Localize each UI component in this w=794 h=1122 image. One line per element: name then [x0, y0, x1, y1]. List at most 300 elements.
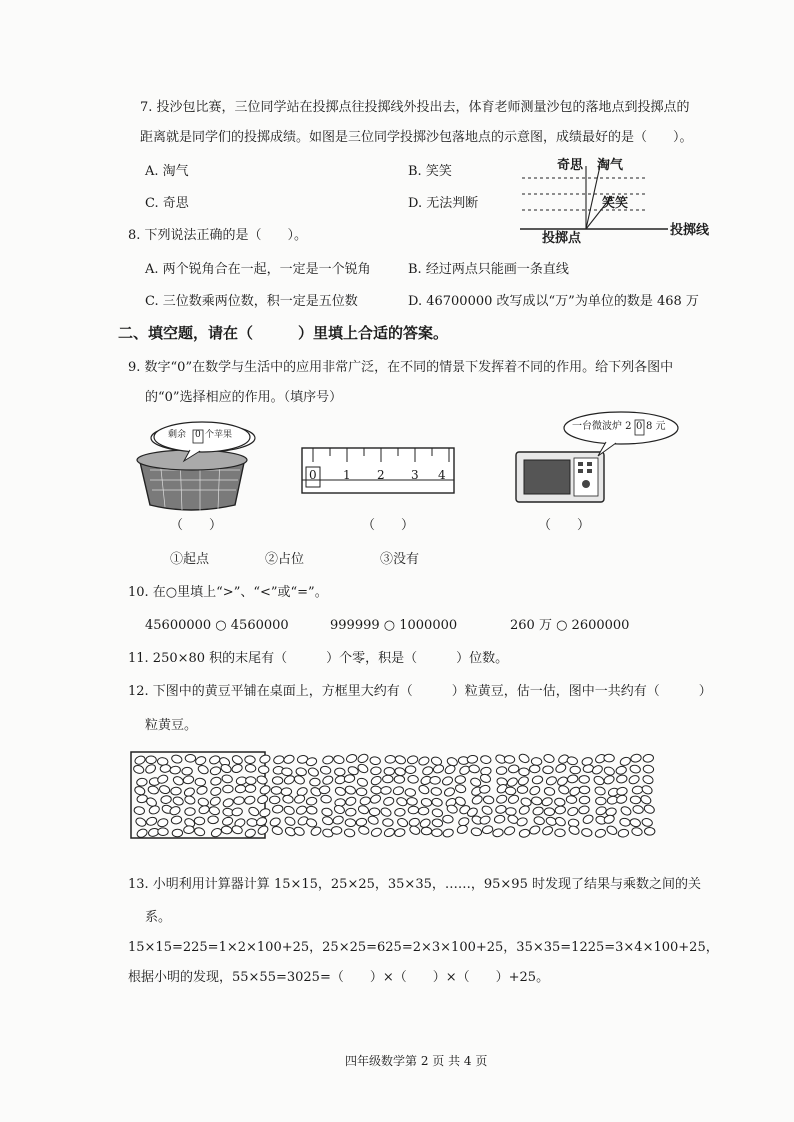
soybean [259, 784, 272, 796]
soybean [630, 796, 641, 804]
soybean [231, 807, 243, 817]
soybean [195, 778, 206, 787]
soybean [370, 827, 383, 838]
soybean [245, 756, 256, 764]
soybean [643, 804, 656, 815]
soybean [293, 774, 306, 785]
soybean [231, 763, 243, 774]
soybean [221, 816, 233, 827]
soybean [146, 816, 158, 826]
soybean [210, 827, 223, 838]
soybean [369, 756, 380, 765]
soybean [616, 787, 628, 797]
soybean [506, 807, 517, 815]
soybean [558, 784, 571, 795]
soybean [471, 794, 484, 805]
q7-option-d: D. 无法判断 [408, 196, 479, 211]
soybean [615, 765, 627, 775]
soybean [319, 785, 330, 794]
soybean [640, 794, 653, 805]
soybean [193, 826, 205, 837]
soybean [529, 824, 542, 835]
soybean [321, 775, 334, 786]
soybean [644, 827, 655, 835]
bubble1-suffix: 个苹果 [205, 430, 233, 440]
soybean [616, 794, 628, 805]
soybean [293, 826, 306, 837]
q10-item-2[interactable]: 999999 ○ 1000000 [330, 618, 458, 633]
q9-blank-2[interactable]: （ ） [362, 518, 415, 533]
bubble3-prefix: 一台微波炉 2 [572, 421, 632, 432]
q7-label-xiaoxiao: 笑笑 [602, 196, 629, 211]
soybean [408, 806, 419, 814]
soybean [231, 754, 244, 765]
ruler-tick-3: 3 [411, 468, 419, 482]
q7-label-taoqi: 淘气 [597, 158, 624, 173]
soybean [356, 777, 368, 788]
soybean [496, 794, 508, 804]
soybean [197, 764, 210, 775]
soybean [507, 794, 520, 805]
soybean [531, 796, 543, 805]
soybean [134, 755, 147, 766]
soybean [306, 806, 317, 815]
soybean [273, 755, 285, 765]
soybean [405, 766, 416, 774]
soybean [579, 776, 589, 784]
soybean [369, 794, 382, 805]
soybean [506, 776, 519, 788]
soybean [332, 815, 344, 825]
soybean [528, 785, 541, 797]
q8-option-b: B. 经过两点只能画一条直线 [408, 262, 569, 277]
soybean [283, 774, 296, 785]
soybean [594, 828, 606, 838]
soybean [505, 786, 516, 795]
soybean [643, 765, 654, 774]
soybean [541, 825, 554, 836]
soybean [170, 766, 181, 774]
soybean [541, 796, 553, 807]
soybean [196, 785, 208, 795]
soybean [171, 754, 183, 764]
soybean [334, 786, 346, 797]
q9-blank-1[interactable]: （ ） [170, 518, 223, 533]
soybean [370, 775, 383, 786]
q13-stem-line3: 15×15=225=1×2×100+25，25×25=625=2×3×100+25，35×35=1225=3×4×100+25， [128, 940, 719, 955]
soybean [591, 764, 604, 776]
soybean [631, 827, 643, 837]
soybean [369, 808, 380, 816]
page-footer: 四年级数学第 2 页 共 4 页 [345, 1054, 488, 1068]
soybean [346, 753, 358, 763]
q7-label-throw-line: 投掷线 [670, 223, 710, 238]
q7-option-a: A. 淘气 [145, 164, 189, 179]
soybean [582, 814, 595, 826]
soybean [545, 775, 557, 786]
soybean [630, 753, 642, 763]
soybean [295, 767, 307, 776]
soybean [494, 815, 506, 824]
soybean [223, 785, 234, 793]
soybean [259, 807, 271, 818]
bubble1-prefix: 剩余 [168, 430, 187, 440]
soybean [158, 828, 169, 836]
soybean [258, 766, 269, 774]
q9-choice-3: ③没有 [380, 552, 420, 567]
soybean [385, 755, 396, 763]
soybean [641, 784, 654, 795]
soybean [394, 776, 405, 784]
soybean [503, 825, 515, 836]
soybean [396, 817, 409, 828]
soybean [467, 755, 478, 764]
q13-stem-line4: 根据小明的发现，55×55=3025=（ ）×（ ）×（ ）+25。 [128, 970, 550, 985]
soybean [159, 784, 171, 794]
soybean-field-illustration [130, 748, 660, 840]
soybean [581, 828, 593, 838]
soybean [578, 805, 590, 815]
soybean [554, 816, 567, 828]
q9-blank-3[interactable]: （ ） [538, 518, 591, 533]
soybean [533, 816, 545, 826]
soybean [532, 806, 544, 816]
q7-label-throw-point: 投掷点 [542, 231, 582, 246]
soybean [321, 807, 333, 817]
soybean [394, 767, 406, 777]
soybean [171, 787, 182, 795]
ruler-tick-1: 1 [343, 468, 351, 482]
soybean [443, 786, 456, 797]
soybean [543, 753, 555, 763]
soybean [568, 825, 581, 836]
soybean [370, 786, 381, 795]
soybean [532, 775, 544, 785]
q7-option-c: C. 奇思 [145, 196, 189, 211]
microwave-speech-bubble [0, 0, 794, 460]
soybean [244, 795, 256, 805]
soybean [380, 786, 391, 795]
q8-option-c: C. 三位数乘两位数，积一定是五位数 [145, 294, 358, 309]
q11-text: 11. 250×80 积的末尾有（ ）个零，积是（ ）位数。 [128, 651, 509, 666]
q9-choice-2: ②占位 [265, 552, 305, 567]
soybean [383, 827, 395, 838]
soybean [133, 764, 145, 774]
soybean [272, 777, 283, 785]
soybean [480, 755, 492, 764]
soybean [282, 794, 294, 803]
soybean [269, 796, 280, 804]
soybean [359, 796, 371, 806]
soybean [295, 805, 307, 816]
soybean [567, 806, 579, 817]
soybean [579, 786, 589, 794]
soybean [479, 785, 491, 795]
soybean [421, 765, 433, 776]
soybean [208, 805, 220, 815]
soybean [593, 775, 606, 786]
soybean [606, 824, 619, 836]
soybean [256, 775, 268, 786]
soybean [331, 827, 342, 835]
soybean [135, 816, 148, 827]
soybean [194, 817, 205, 825]
soybean [479, 773, 491, 784]
soybean [344, 785, 356, 795]
soybean [519, 768, 530, 776]
soybean [271, 786, 282, 794]
soybean [405, 788, 416, 797]
bubble1-digit: 0 [195, 430, 201, 440]
soybean [306, 797, 318, 806]
soybean [245, 764, 256, 773]
soybean [160, 795, 171, 804]
soybean [333, 755, 345, 765]
soybean [221, 826, 232, 835]
soybean [367, 815, 379, 826]
bubble3-digit: 0 [636, 421, 643, 432]
soybean [210, 776, 222, 786]
soybean [172, 775, 185, 787]
q7-stem-line1: 7. 投沙包比赛，三位同学站在投掷点往投掷线外投出去，体育老师测量沙包的落地点到投掷点的 [140, 100, 690, 115]
soybean [604, 754, 615, 762]
soybean [184, 795, 196, 806]
q8-option-a: A. 两个锐角合在一起，一定是一个锐角 [145, 262, 371, 277]
soybean [517, 775, 530, 786]
soybean [157, 818, 169, 828]
soybean [441, 775, 454, 786]
soybean [384, 768, 394, 776]
section2-title: 二、填空题，请在（ ）里填上合适的答案。 [118, 324, 449, 342]
soybean [394, 828, 406, 838]
soybean [594, 786, 606, 796]
soybean [255, 816, 267, 827]
soybean [345, 796, 357, 807]
soybean [430, 776, 441, 784]
soybean [382, 818, 393, 826]
soybean [356, 788, 367, 796]
soybean [629, 818, 641, 828]
soybean [455, 784, 467, 794]
soybean [618, 829, 630, 838]
soybean [281, 788, 292, 796]
soybean [595, 806, 607, 817]
soybean [641, 817, 653, 827]
soybean [555, 806, 566, 815]
soybean [566, 756, 578, 766]
soybean [345, 808, 356, 816]
soybean [383, 775, 394, 783]
soybean [554, 763, 567, 774]
soybean [134, 806, 145, 815]
soybean [481, 804, 494, 815]
soybean [407, 797, 418, 805]
soybean [579, 796, 590, 804]
soybean [471, 827, 483, 837]
soybean [432, 829, 442, 837]
q7-stem-line2: 距离就是同学们的投掷成绩。如图是三位同学投掷沙包落地点的示意图，成绩最好的是（ ）。 [140, 130, 693, 145]
soybean [210, 786, 222, 796]
q10-stem: 10. 在○里填上“>”、“<”或“=”。 [128, 585, 328, 600]
soybean [182, 767, 193, 775]
soybean [570, 766, 581, 774]
soybean [222, 797, 235, 808]
ruler-tick-0: 0 [309, 468, 317, 482]
soybean [431, 808, 443, 818]
soybean [370, 766, 381, 775]
soybean [185, 755, 195, 763]
soybean [504, 755, 515, 763]
q9-stem-line2: 的“0”选择相应的作用。（填序号） [145, 390, 343, 405]
soybean [257, 824, 270, 836]
soybean [619, 817, 631, 827]
soybean [259, 754, 271, 765]
soybean [632, 805, 644, 815]
soybean [147, 785, 159, 795]
soybean [496, 766, 507, 775]
q8-stem: 8. 下列说法正确的是（ ）。 [128, 228, 308, 243]
soybean [418, 784, 431, 795]
soybean [408, 825, 421, 836]
soybean [468, 764, 479, 773]
soybean [310, 778, 321, 786]
soybean [245, 785, 256, 793]
soybean [281, 767, 293, 776]
soybean [544, 787, 556, 797]
soybean [554, 797, 566, 806]
q9-stem-line1: 9. 数字“0”在数学与生活中的应用非常广泛，在不同的情景下发挥着不同的作用。给下列各图中 [128, 360, 674, 375]
soybean [642, 774, 654, 785]
soybean [171, 815, 183, 824]
soybean [421, 798, 433, 808]
soybean [235, 785, 246, 794]
soybean [245, 776, 256, 784]
soybean [146, 756, 156, 764]
q7-option-b: B. 笑笑 [408, 164, 452, 179]
soybean [567, 774, 579, 783]
soybean [271, 825, 283, 835]
soybean [209, 795, 222, 806]
soybean [455, 775, 466, 783]
q10-item-3[interactable]: 260 万 ○ 2600000 [510, 618, 630, 633]
soybean [543, 766, 554, 774]
ruler-tick-2: 2 [377, 468, 385, 482]
q8-option-d: D. 46700000 改写成以“万”为单位的数是 468 万 [408, 294, 699, 309]
ruler-tick-4: 4 [438, 468, 446, 482]
soybean [320, 765, 332, 775]
soybean [172, 796, 184, 807]
soybean [517, 786, 528, 794]
soybean [272, 805, 283, 814]
soybean [483, 795, 495, 804]
soybean [394, 808, 405, 816]
soybean [183, 775, 195, 784]
soybean [408, 775, 419, 783]
soybean [396, 796, 408, 807]
soybean [247, 806, 260, 818]
soybean [628, 774, 641, 785]
soybean [322, 755, 334, 765]
soybean [256, 794, 268, 805]
soybean [221, 774, 233, 784]
soybean [283, 754, 295, 765]
soybean [596, 797, 607, 805]
soybean [508, 764, 519, 773]
soybean [518, 753, 531, 765]
soybean [208, 816, 219, 824]
soybean [620, 805, 633, 817]
soybean [321, 795, 332, 804]
soybean [198, 804, 210, 815]
soybean [531, 757, 542, 765]
soybean [344, 828, 356, 838]
soybean [183, 825, 194, 833]
soybean [529, 765, 540, 773]
soybean [555, 829, 566, 837]
soybean [431, 797, 443, 807]
soybean [194, 755, 206, 766]
soybean [358, 825, 370, 835]
q12-stem-line1: 12. 下图中的黄豆平铺在桌面上，方框里大约有（ ）粒黄豆，估一估，图中一共约有（ ） [128, 684, 712, 699]
soybean [209, 755, 221, 766]
soybean [283, 805, 295, 816]
soybean [632, 786, 643, 795]
soybean [603, 766, 615, 777]
soybean [442, 828, 454, 838]
soybean [431, 787, 442, 796]
soybean [421, 827, 432, 835]
soybean [322, 816, 334, 826]
soybean [136, 828, 149, 839]
soybean [418, 807, 429, 815]
soybean [566, 795, 577, 804]
soybean [334, 768, 345, 776]
soybean [392, 786, 404, 796]
soybean [185, 807, 196, 815]
soybean [136, 778, 147, 787]
soybean [544, 808, 555, 816]
bubble3-suffix: 8 元 [646, 421, 666, 432]
soybean [492, 828, 504, 838]
soybean [432, 818, 444, 827]
soybean [345, 818, 356, 827]
q10-item-1[interactable]: 45600000 ○ 4560000 [145, 618, 289, 633]
soybean [394, 754, 406, 765]
soybean [244, 828, 256, 839]
soybean [519, 828, 531, 838]
soybean [383, 796, 395, 806]
soybean [482, 825, 494, 835]
q7-label-qisi: 奇思 [557, 158, 584, 173]
soybean [616, 774, 628, 783]
soybean [344, 774, 355, 783]
soybean [380, 806, 393, 817]
soybean [603, 774, 616, 785]
q9-choice-1: ①起点 [170, 552, 210, 567]
soybean [495, 805, 507, 814]
soybean [357, 753, 370, 764]
soybean [432, 764, 444, 774]
soybean [356, 818, 367, 827]
soybean [307, 767, 320, 778]
soybean [619, 756, 631, 767]
soybean [284, 815, 297, 826]
soybean [418, 756, 430, 767]
q13-stem-line2: 系。 [145, 910, 172, 925]
soybean [629, 764, 641, 774]
soybean [172, 829, 183, 837]
soybean [407, 755, 419, 765]
